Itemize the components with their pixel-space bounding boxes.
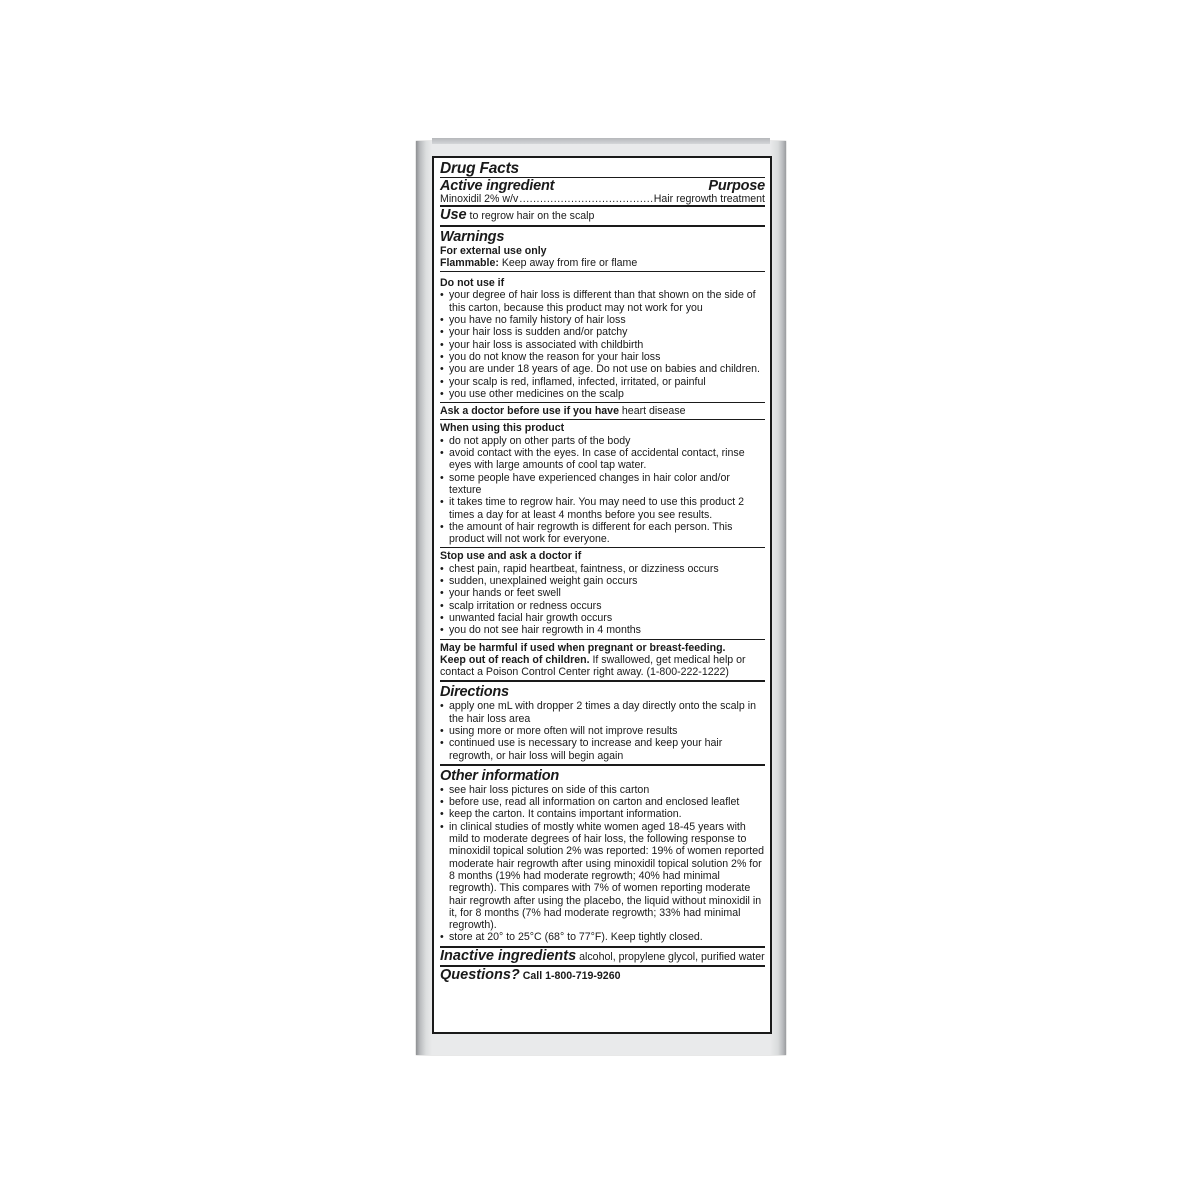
- use-text: to regrow hair on the scalp: [466, 210, 595, 223]
- questions-phone: Call 1-800-719-9260: [519, 970, 621, 983]
- ask-doctor-label: Ask a doctor before use if you have: [440, 405, 619, 418]
- ask-doctor-text: heart disease: [618, 405, 686, 418]
- active-ingredient-section: [440, 178, 765, 207]
- drug-facts-panel: [432, 156, 772, 1034]
- list-item: • keep the carton. It contains important information.: [440, 808, 765, 820]
- questions-heading: Questions?: [440, 967, 520, 984]
- list-item: • some people have experienced changes in hair color and/or texture: [440, 472, 765, 497]
- list-item: • scalp irritation or redness occurs: [440, 600, 765, 612]
- when-using-list: [440, 435, 765, 546]
- list-item: • you have no family history of hair loss: [440, 314, 765, 326]
- pregnancy-warning: May be harmful if used when pregnant or breast-feeding.: [440, 641, 726, 654]
- list-item: • see hair loss pictures on side of this carton: [440, 784, 765, 796]
- keep-out-warning: [440, 654, 765, 679]
- purpose-heading: Purpose: [708, 178, 765, 194]
- keep-out-label: Keep out of reach of children.: [440, 653, 590, 666]
- list-item: • your degree of hair loss is different than that shown on the side of this carton, because this product may not work for you: [440, 289, 765, 314]
- other-information-list: [440, 784, 765, 944]
- when-using-section: [440, 420, 765, 548]
- ask-doctor-section: [440, 403, 765, 420]
- drug-facts-header: [440, 160, 765, 178]
- do-not-use-heading: Do not use if: [440, 277, 505, 290]
- directions-list: [440, 700, 765, 761]
- list-item: • it takes time to regrow hair. You may need to use this product 2 times a day for at least 4 months before you see results.: [440, 496, 765, 521]
- list-item: • do not apply on other parts of the body: [440, 435, 765, 447]
- other-information-section: [440, 766, 765, 948]
- keep-out-text: If swallowed, get medical help or contact a Poison Control Center right away. (1-800-222-1222): [440, 653, 746, 679]
- directions-heading: Directions: [440, 684, 509, 701]
- list-item: • you are under 18 years of age. Do not use on babies and children.: [440, 363, 765, 375]
- leader-dots: [519, 193, 652, 205]
- list-item: • in clinical studies of mostly white women aged 18-45 years with mild to moderate degrees of hair loss, the following response to minoxidil topical solution 2% was reported: 19% of women reported moderate hair regrowth after using minoxidil topical solution 2% for 8 months (19% had moderate regrowth; 40% had minimal regrowth). This compares with 7% of women reporting moderate hair regrowth after using the placebo, the liquid without minoxidil in it, for 8 months (7% had moderate regrowth; 33% had minimal regrowth).: [440, 821, 765, 932]
- list-item: • you do not see hair regrowth in 4 months: [440, 624, 765, 636]
- do-not-use-list: [440, 289, 765, 400]
- drug-facts-title: Drug Facts: [440, 160, 519, 177]
- active-ingredient-name: Minoxidil 2% w/v: [440, 193, 519, 205]
- list-item: • your hair loss is sudden and/or patchy: [440, 326, 765, 338]
- active-ingredient-heading: Active ingredient: [440, 178, 555, 194]
- carton-top-flap: [432, 138, 770, 144]
- pregnancy-children-section: [440, 640, 765, 683]
- flammable-label: Flammable:: [440, 256, 499, 269]
- inactive-ingredients-heading: Inactive ingredients: [440, 947, 577, 964]
- list-item: • sudden, unexplained weight gain occurs: [440, 575, 765, 587]
- flammable-text: Keep away from fire or flame: [498, 256, 638, 269]
- list-item: • your hands or feet swell: [440, 587, 765, 599]
- stop-use-section: [440, 548, 765, 639]
- questions-section: [440, 967, 765, 984]
- list-item: • your scalp is red, inflamed, infected, irritated, or painful: [440, 376, 765, 388]
- list-item: • you use other medicines on the scalp: [440, 388, 765, 400]
- list-item: • apply one mL with dropper 2 times a day directly onto the scalp in the hair loss area: [440, 700, 765, 725]
- list-item: • the amount of hair regrowth is different for each person. This product will not work for everyone.: [440, 521, 765, 546]
- use-heading: Use: [440, 207, 467, 224]
- external-use-warning: For external use only: [440, 244, 547, 257]
- when-using-heading: When using this product: [440, 422, 565, 435]
- inactive-ingredients-section: [440, 948, 765, 967]
- stop-use-list: [440, 563, 765, 637]
- list-item: • your hair loss is associated with childbirth: [440, 339, 765, 351]
- stop-use-heading: Stop use and ask a doctor if: [440, 550, 582, 563]
- list-item: • store at 20° to 25°C (68° to 77°F). Keep tightly closed.: [440, 931, 765, 943]
- list-item: • before use, read all information on carton and enclosed leaflet: [440, 796, 765, 808]
- list-item: • continued use is necessary to increase and keep your hair regrowth, or hair loss will begin again: [440, 737, 765, 762]
- use-section: [440, 207, 765, 226]
- list-item: • avoid contact with the eyes. In case of accidental contact, rinse eyes with large amounts of cool tap water.: [440, 447, 765, 472]
- warnings-heading: Warnings: [440, 228, 505, 245]
- flammable-warning: [440, 257, 765, 269]
- list-item: • using more or more often will not improve results: [440, 725, 765, 737]
- do-not-use-section: [440, 272, 765, 403]
- list-item: • chest pain, rapid heartbeat, faintness, or dizziness occurs: [440, 563, 765, 575]
- warnings-intro-section: [440, 227, 765, 273]
- directions-section: [440, 682, 765, 765]
- list-item: • unwanted facial hair growth occurs: [440, 612, 765, 624]
- list-item: • you do not know the reason for your hair loss: [440, 351, 765, 363]
- inactive-ingredients-text: alcohol, propylene glycol, purified water: [576, 950, 765, 963]
- active-ingredient-purpose: Hair regrowth treatment: [653, 193, 765, 205]
- other-information-heading: Other information: [440, 767, 560, 784]
